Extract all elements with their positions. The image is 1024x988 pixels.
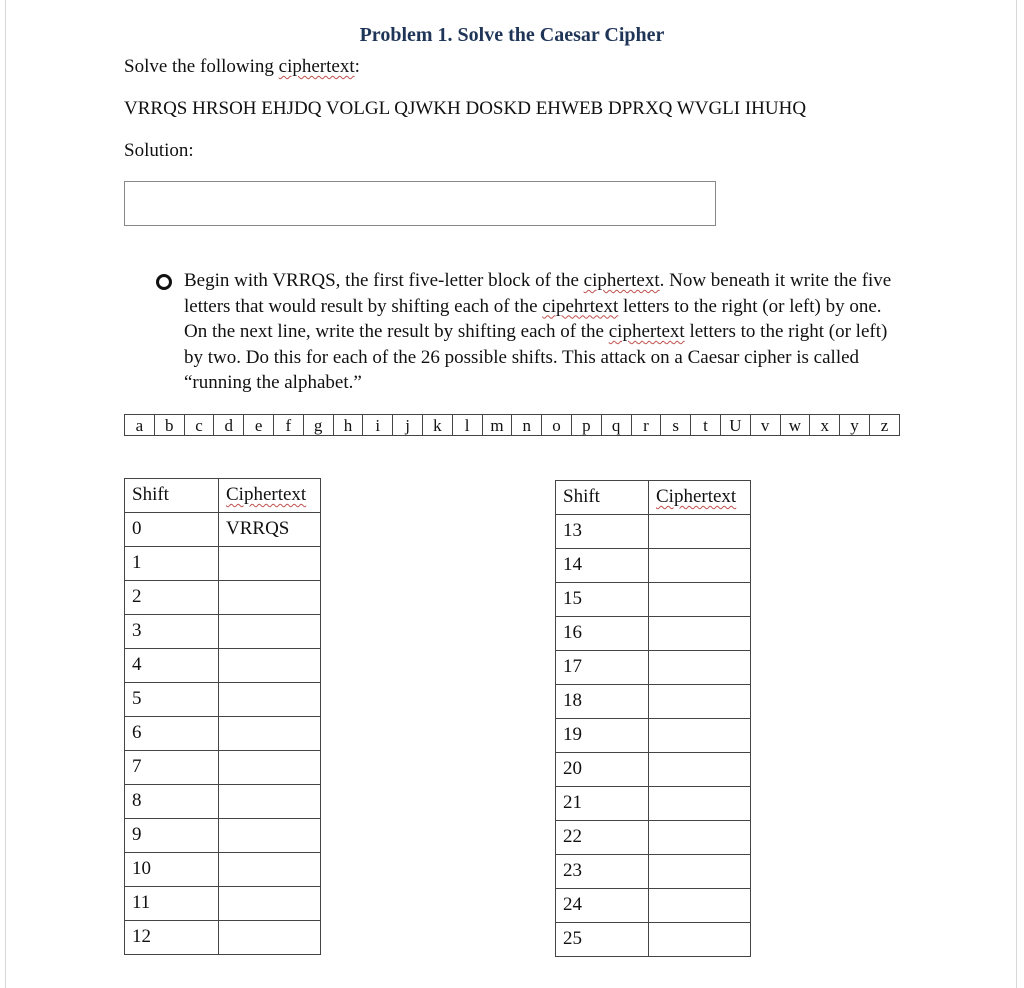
shift-cell: 24 xyxy=(556,889,649,923)
shift-table-right xyxy=(555,480,751,957)
instruction-line xyxy=(124,56,360,78)
table-row xyxy=(556,753,751,787)
ciphertext-cell[interactable] xyxy=(649,889,751,923)
alphabet-cell: a xyxy=(125,415,155,436)
ciphertext-cell[interactable] xyxy=(649,753,751,787)
table-row xyxy=(125,887,321,921)
ciphertext-cell[interactable] xyxy=(219,751,321,785)
alphabet-cell: p xyxy=(571,415,601,436)
instruction-prefix: Solve the following xyxy=(124,56,279,77)
shift-header-label: Shift xyxy=(132,484,169,505)
shift-cell: 10 xyxy=(125,853,219,887)
bullet-spellcheck-word-3: ciphertext xyxy=(608,321,685,342)
shift-cell: 3 xyxy=(125,615,219,649)
table-row xyxy=(125,513,321,547)
ciphertext-header-label: Ciphertext xyxy=(656,486,737,507)
bullet-part-1: Begin with VRRQS, the first five-letter block of the xyxy=(184,270,584,291)
shift-header-label: Shift xyxy=(563,486,600,507)
shift-cell: 4 xyxy=(125,649,219,683)
shift-cell: 8 xyxy=(125,785,219,819)
bullet-part-3: letters to the right (or left) by one. On the next line, write the result by shifting each of the xyxy=(184,295,882,342)
table-row xyxy=(556,855,751,889)
table-header-row xyxy=(125,479,321,513)
table-row xyxy=(125,581,321,615)
problem-title: Problem 1. Solve the Caesar Cipher xyxy=(359,24,665,46)
shift-cell: 9 xyxy=(125,819,219,853)
table-row xyxy=(125,615,321,649)
shift-cell: 14 xyxy=(556,549,649,583)
bullet-part-4: letters to the right (or left) by two. Do this for each of the 26 possible shifts. This attack on a Caesar cipher is called “running the alphabet.” xyxy=(184,321,888,393)
ciphertext-cell[interactable] xyxy=(649,787,751,821)
ciphertext-header-label: Ciphertext xyxy=(226,484,307,505)
shift-cell: 11 xyxy=(125,887,219,921)
shift-cell: 15 xyxy=(556,583,649,617)
shift-cell: 13 xyxy=(556,515,649,549)
shift-cell: 25 xyxy=(556,923,649,957)
table-row xyxy=(556,583,751,617)
table-row xyxy=(125,819,321,853)
ciphertext-cell[interactable] xyxy=(219,649,321,683)
alphabet-cell: U xyxy=(720,415,750,436)
table-row xyxy=(556,889,751,923)
ciphertext-cell[interactable] xyxy=(649,821,751,855)
shift-cell: 7 xyxy=(125,751,219,785)
shift-header xyxy=(125,479,219,513)
ciphertext-cell[interactable] xyxy=(219,785,321,819)
shift-cell: 17 xyxy=(556,651,649,685)
shift-cell: 6 xyxy=(125,717,219,751)
table-row xyxy=(556,923,751,957)
bullet-part-2: . Now beneath it write the five letters that would result by shifting each of the xyxy=(184,270,892,317)
solution-label: Solution: xyxy=(124,140,194,161)
ciphertext-cell[interactable] xyxy=(219,615,321,649)
table-row xyxy=(125,717,321,751)
solution-answer-box[interactable] xyxy=(124,181,716,226)
shift-header xyxy=(556,481,649,515)
alphabet-cell: r xyxy=(631,415,661,436)
ciphertext-cell[interactable] xyxy=(649,651,751,685)
alphabet-cell: e xyxy=(244,415,274,436)
ciphertext-line: VRRQS HRSOH EHJDQ VOLGL QJWKH DOSKD EHWEB DPRXQ WVGLI IHUHQ xyxy=(124,98,807,119)
ciphertext-cell[interactable] xyxy=(219,921,321,955)
shift-cell: 22 xyxy=(556,821,649,855)
alphabet-cell: j xyxy=(393,415,423,436)
table-row xyxy=(125,785,321,819)
shift-cell: 20 xyxy=(556,753,649,787)
alphabet-cell: v xyxy=(750,415,780,436)
alphabet-table xyxy=(124,414,900,436)
ciphertext-header xyxy=(649,481,751,515)
alphabet-cell: i xyxy=(363,415,393,436)
shift-cell: 12 xyxy=(125,921,219,955)
ciphertext-cell[interactable] xyxy=(219,683,321,717)
table-row xyxy=(556,821,751,855)
shift-cell: 5 xyxy=(125,683,219,717)
alphabet-cell: b xyxy=(154,415,184,436)
bullet-text xyxy=(184,268,896,396)
shift-cell: 23 xyxy=(556,855,649,889)
alphabet-cell: n xyxy=(512,415,542,436)
ciphertext-cell[interactable] xyxy=(219,547,321,581)
ciphertext-cell[interactable] xyxy=(649,685,751,719)
ciphertext-header xyxy=(219,479,321,513)
table-row xyxy=(556,617,751,651)
alphabet-cell: h xyxy=(333,415,363,436)
table-row xyxy=(125,547,321,581)
ciphertext-cell[interactable] xyxy=(649,719,751,753)
alphabet-cell: l xyxy=(452,415,482,436)
table-row xyxy=(125,853,321,887)
shift-cell: 16 xyxy=(556,617,649,651)
alphabet-cell: x xyxy=(810,415,840,436)
alphabet-cell: s xyxy=(661,415,691,436)
shift-cell: 2 xyxy=(125,581,219,615)
alphabet-cell: y xyxy=(840,415,870,436)
table-row xyxy=(125,921,321,955)
alphabet-cell: o xyxy=(542,415,572,436)
alphabet-row xyxy=(125,415,900,436)
alphabet-cell: f xyxy=(273,415,303,436)
alphabet-cell: t xyxy=(691,415,721,436)
ciphertext-cell[interactable] xyxy=(219,581,321,615)
alphabet-cell: w xyxy=(780,415,810,436)
ciphertext-cell[interactable] xyxy=(649,515,751,549)
table-row xyxy=(125,751,321,785)
shift-cell: 18 xyxy=(556,685,649,719)
alphabet-cell: z xyxy=(869,415,899,436)
instruction-suffix: : xyxy=(354,56,360,77)
table-row xyxy=(556,787,751,821)
table-row xyxy=(556,685,751,719)
bullet-spellcheck-word-1: ciphertext xyxy=(583,270,660,291)
ciphertext-cell[interactable] xyxy=(219,853,321,887)
ciphertext-cell[interactable] xyxy=(219,887,321,921)
shift-table-left xyxy=(124,478,321,955)
instruction-spellcheck-word: ciphertext xyxy=(278,56,355,77)
alphabet-cell: c xyxy=(184,415,214,436)
table-row xyxy=(125,683,321,717)
alphabet-cell: q xyxy=(601,415,631,436)
ciphertext-cell[interactable] xyxy=(219,717,321,751)
alphabet-cell: g xyxy=(303,415,333,436)
ciphertext-cell[interactable] xyxy=(649,923,751,957)
table-row xyxy=(556,651,751,685)
ciphertext-cell[interactable] xyxy=(649,617,751,651)
ciphertext-cell[interactable] xyxy=(649,583,751,617)
ciphertext-cell[interactable] xyxy=(649,549,751,583)
table-row xyxy=(556,515,751,549)
ciphertext-cell[interactable] xyxy=(219,819,321,853)
shift-cell: 0 xyxy=(125,513,219,547)
table-header-row xyxy=(556,481,751,515)
ciphertext-cell[interactable] xyxy=(649,855,751,889)
table-row xyxy=(556,719,751,753)
table-row xyxy=(125,649,321,683)
alphabet-cell: d xyxy=(214,415,244,436)
bullet-instruction xyxy=(156,268,896,396)
alphabet-cell: k xyxy=(422,415,452,436)
ciphertext-cell[interactable]: VRRQS xyxy=(219,513,321,547)
shift-cell: 1 xyxy=(125,547,219,581)
bullet-circle-icon xyxy=(156,274,172,290)
shift-cell: 21 xyxy=(556,787,649,821)
shift-cell: 19 xyxy=(556,719,649,753)
table-row xyxy=(556,549,751,583)
bullet-spellcheck-word-2: cipehrtext xyxy=(542,295,619,317)
alphabet-cell: m xyxy=(482,415,512,436)
